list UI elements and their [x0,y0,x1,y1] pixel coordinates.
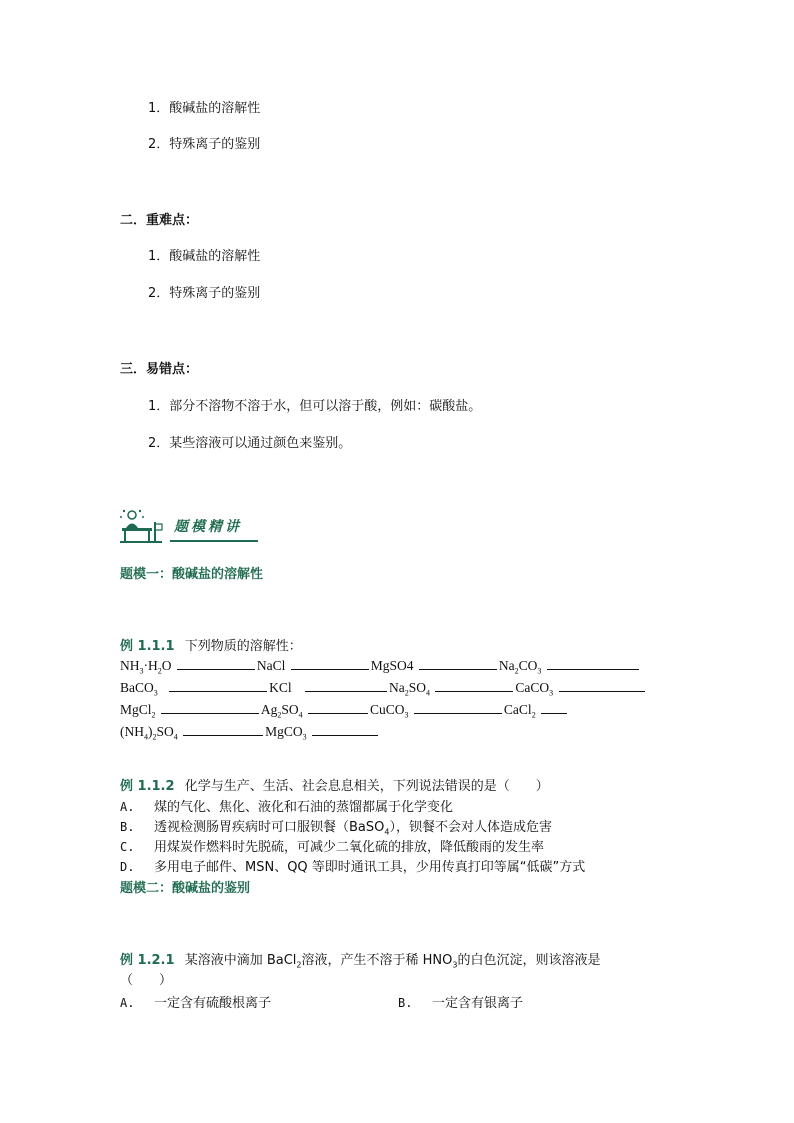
option-letter: B. [120,820,135,834]
answer-blank[interactable] [305,679,387,692]
formula-part: O [161,658,172,673]
key-point-1: 1．酸碱盐的溶解性 [148,101,261,116]
subscript: 2 [157,666,162,676]
subscript: 3 [549,688,554,698]
answer-blank[interactable] [177,657,255,670]
formula-part: SO [408,680,427,695]
subscript: 4 [384,827,390,837]
formula-part: ) [148,724,153,739]
formula-nacl: NaCl [256,658,286,673]
subscript: 4 [144,732,148,742]
formula-na2co3: Na [498,658,515,673]
answer-blank[interactable] [419,657,497,670]
option-c[interactable] [120,838,544,857]
option-letter: C. [120,840,135,854]
key-point-2: 2．特殊离子的鉴别 [148,137,261,152]
subscript: 3 [302,732,307,742]
formula-part: ·H [143,658,158,673]
option-letter: A. [120,800,135,814]
example-prompt: 溶液，产生不溶于稀 HNO [301,953,453,968]
subscript: 2 [152,732,157,742]
formula-cacl2: CaCl [503,702,532,717]
subscript: 2 [277,710,282,720]
answer-blank[interactable] [291,657,369,670]
solubility-row-4 [120,723,380,741]
option-text: 透视检测肠胃疾病时可口服钡餐（BaSO [154,820,385,835]
formula-mgco3: MgCO [265,724,303,739]
option-b[interactable] [120,818,552,837]
subscript: 3 [153,688,158,698]
answer-blank[interactable] [312,723,378,736]
answer-blank[interactable] [435,679,513,692]
formula-nh3h2o: NH [120,658,140,673]
option-text: 一定含有银离子 [432,996,524,1011]
example-label: 例 1.2.1 [120,953,175,968]
answer-blank[interactable] [559,679,645,692]
subscript: 2 [531,710,536,720]
subscript: 3 [404,710,409,720]
formula-kcl: KCl [269,680,292,695]
example-1-2-1 [120,952,600,970]
difficult-point-2: 2．特殊离子的鉴别 [148,286,261,301]
option-letter: A. [120,996,135,1010]
answer-blank[interactable] [414,701,502,714]
answer-blank[interactable] [161,701,259,714]
subscript: 2 [296,960,302,970]
option-d[interactable] [120,858,585,877]
solubility-row-2 [120,679,647,697]
option-a[interactable] [120,994,271,1013]
formula-part: SO [156,724,174,739]
answer-blank[interactable] [541,701,567,714]
example-label: 例 1.1.1 [120,639,175,654]
formula-part: SO [281,702,299,717]
formula-ag2so4: Ag [260,702,278,717]
answer-blank[interactable] [169,679,267,692]
subscript: 4 [298,710,303,720]
teacher-at-desk-icon [118,508,166,544]
option-a[interactable] [120,798,453,817]
error-point-2: 2．某些溶液可以通过颜色来鉴别。 [148,436,352,451]
subscript: 3 [139,666,144,676]
option-text: ），钡餐不会对人体造成危害 [389,820,552,835]
example-label: 例 1.1.2 [120,779,175,794]
answer-blank[interactable] [183,723,263,736]
difficult-points-heading: 二．重难点： [120,213,199,228]
formula-cuco3: CuCO [370,702,405,717]
option-text: 煤的气化、焦化、液化和石油的蒸馏都属于化学变化 [154,800,454,815]
subscript: 2 [404,688,409,698]
formula-caco3: CaCO [515,680,550,695]
example-1-1-2 [120,778,549,796]
answer-parentheses: （ ） [120,973,173,988]
difficult-point-1: 1．酸碱盐的溶解性 [148,249,261,264]
model2-heading: 题模二：酸碱盐的鉴别 [120,881,251,896]
answer-blank[interactable] [308,701,368,714]
banner-title: 题模精讲 [170,516,258,542]
option-letter: B. [398,996,413,1010]
formula-mgcl2: MgCl [120,702,152,717]
formula-nh4-2so4: (NH [120,724,144,739]
example-prompt: 下列物质的溶解性： [184,639,302,654]
option-text: 用煤炭作燃料时先脱硫，可减少二氧化硫的排放，降低酸雨的发生率 [154,840,545,855]
formula-baco3: BaCO [120,680,154,695]
option-text: 多用电子邮件、MSN、QQ 等即时通讯工具，少用传真打印等属“低碳”方式 [154,860,586,875]
model1-heading: 题模一：酸碱盐的溶解性 [120,567,264,582]
answer-blank[interactable] [547,657,639,670]
error-points-heading: 三．易错点： [120,362,199,377]
subscript: 2 [151,710,156,720]
error-point-1: 1．部分不溶物不溶于水，但可以溶于酸，例如：碳酸盐。 [148,399,482,414]
example-prompt: 化学与生产、生活、社会息息相关，下列说法错误的是（ ） [184,779,549,794]
subscript: 3 [452,960,458,970]
subscript: 4 [426,688,431,698]
solubility-row-3 [120,701,569,719]
formula-na2so4: Na [389,680,405,695]
example-prompt: 某溶液中滴加 BaCl [184,953,297,968]
option-b[interactable] [398,994,523,1013]
option-letter: D. [120,860,135,874]
subscript: 2 [514,666,519,676]
subscript: 4 [173,732,178,742]
formula-mgso4: MgSO4 [370,658,414,673]
formula-part: CO [518,658,538,673]
subscript: 3 [537,666,542,676]
example-1-1-1 [120,638,302,656]
example-prompt: 的白色沉淀，则该溶液是 [457,953,601,968]
solubility-row-1 [120,657,641,675]
option-text: 一定含有硫酸根离子 [154,996,272,1011]
